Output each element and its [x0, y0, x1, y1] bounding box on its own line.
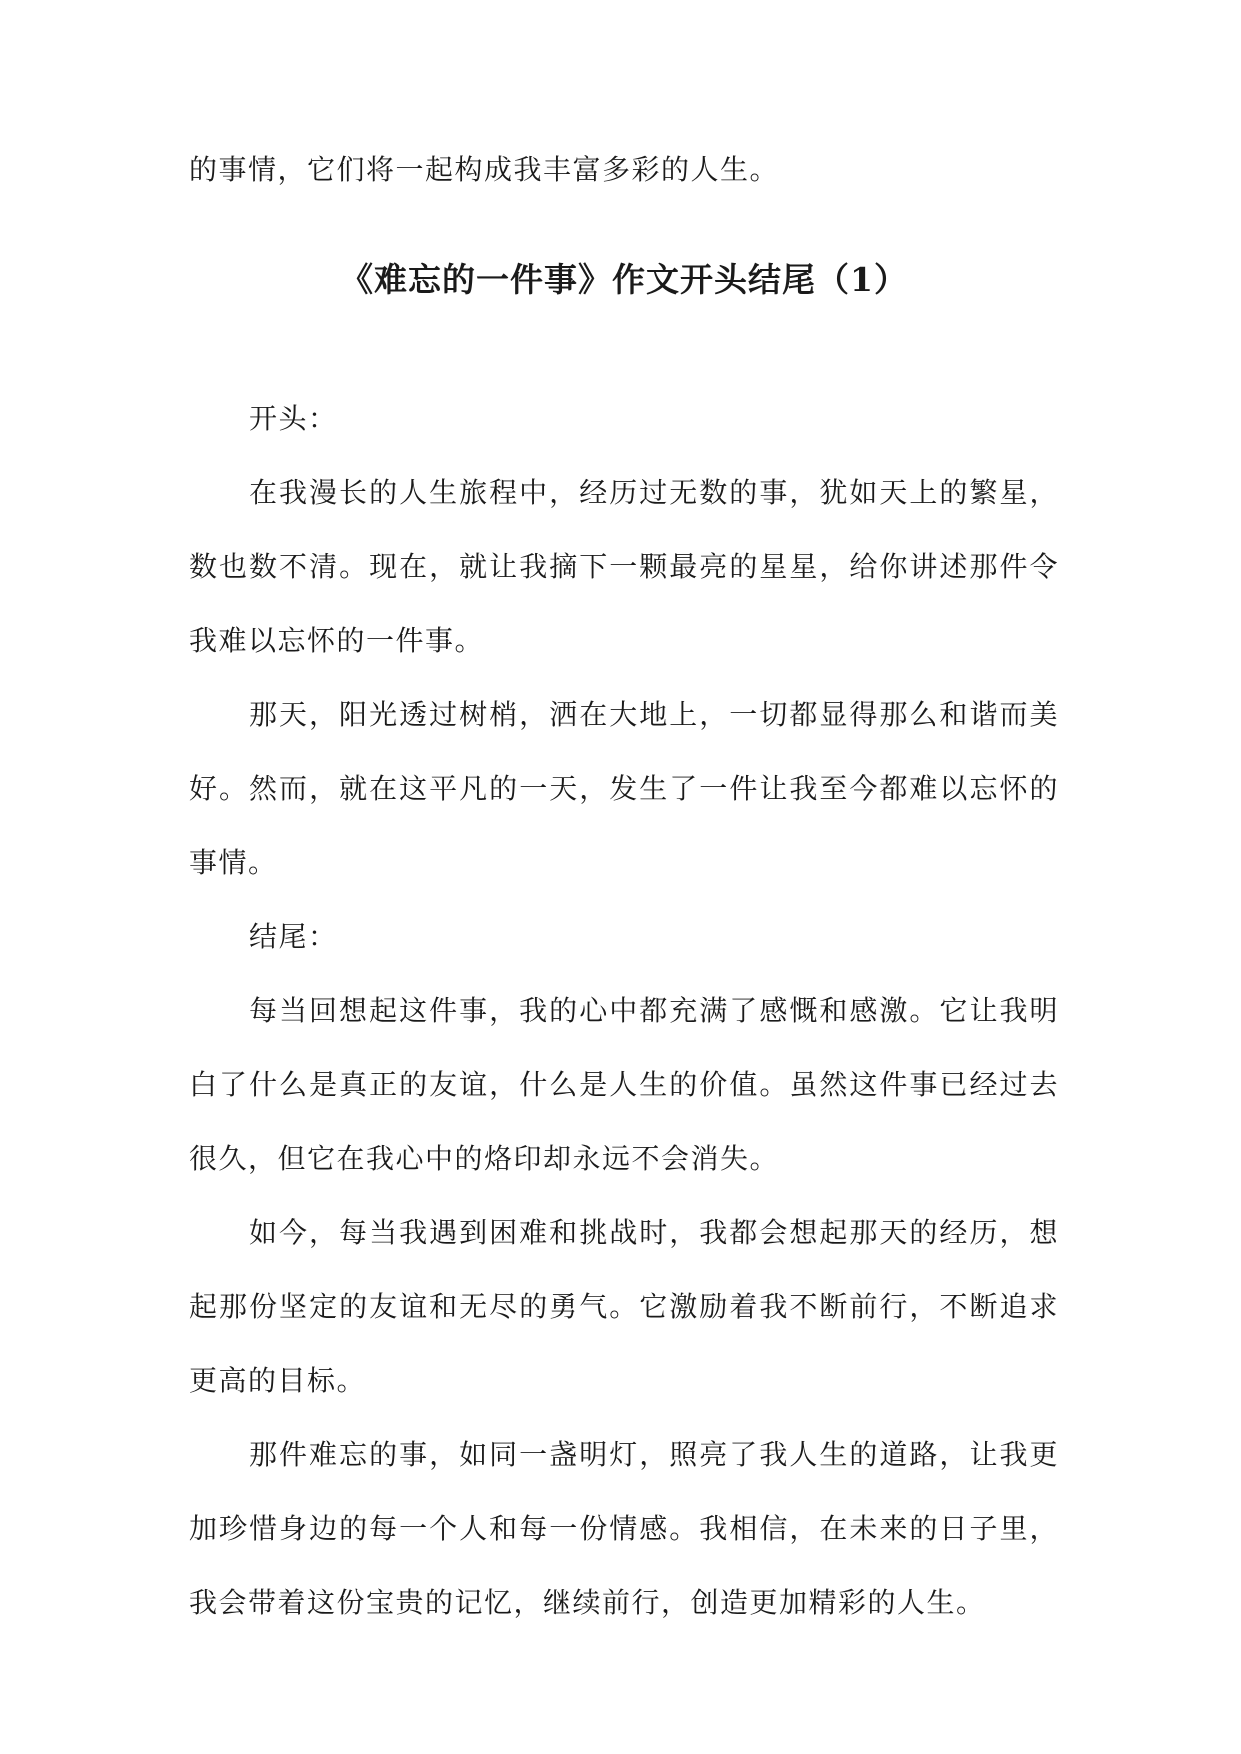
body-paragraph: 那天，阳光透过树梢，洒在大地上，一切都显得那么和谐而美好。然而，就在这平凡的一天，发生了一件让我至今都难以忘怀的事情。 [189, 698, 1059, 879]
body-block [189, 382, 1059, 1640]
continuation-paragraph: 的事情，它们将一起构成我丰富多彩的人生。 [189, 153, 780, 186]
body-paragraph: 在我漫长的人生旅程中，经历过无数的事，犹如天上的繁星，数也数不清。现在，就让我摘下一颗最亮的星星，给你讲述那件令我难以忘怀的一件事。 [189, 476, 1059, 657]
continuation-block [189, 133, 1059, 207]
section-label-ending: 结尾： [249, 920, 338, 953]
section-label-opening: 开头： [249, 402, 338, 435]
body-paragraph: 每当回想起这件事，我的心中都充满了感慨和感激。它让我明白了什么是真正的友谊，什么是人生的价值。虽然这件事已经过去很久，但它在我心中的烙印却永远不会消失。 [189, 994, 1059, 1175]
body-paragraph: 如今，每当我遇到困难和挑战时，我都会想起那天的经历，想起那份坚定的友谊和无尽的勇气。它激励着我不断前行，不断追求更高的目标。 [189, 1216, 1059, 1397]
body-paragraph: 那件难忘的事，如同一盏明灯，照亮了我人生的道路，让我更加珍惜身边的每一个人和每一份情感。我相信，在未来的日子里，我会带着这份宝贵的记忆，继续前行，创造更加精彩的人生。 [189, 1438, 1059, 1619]
document-title: 《难忘的一件事》作文开头结尾（1） [340, 260, 908, 299]
